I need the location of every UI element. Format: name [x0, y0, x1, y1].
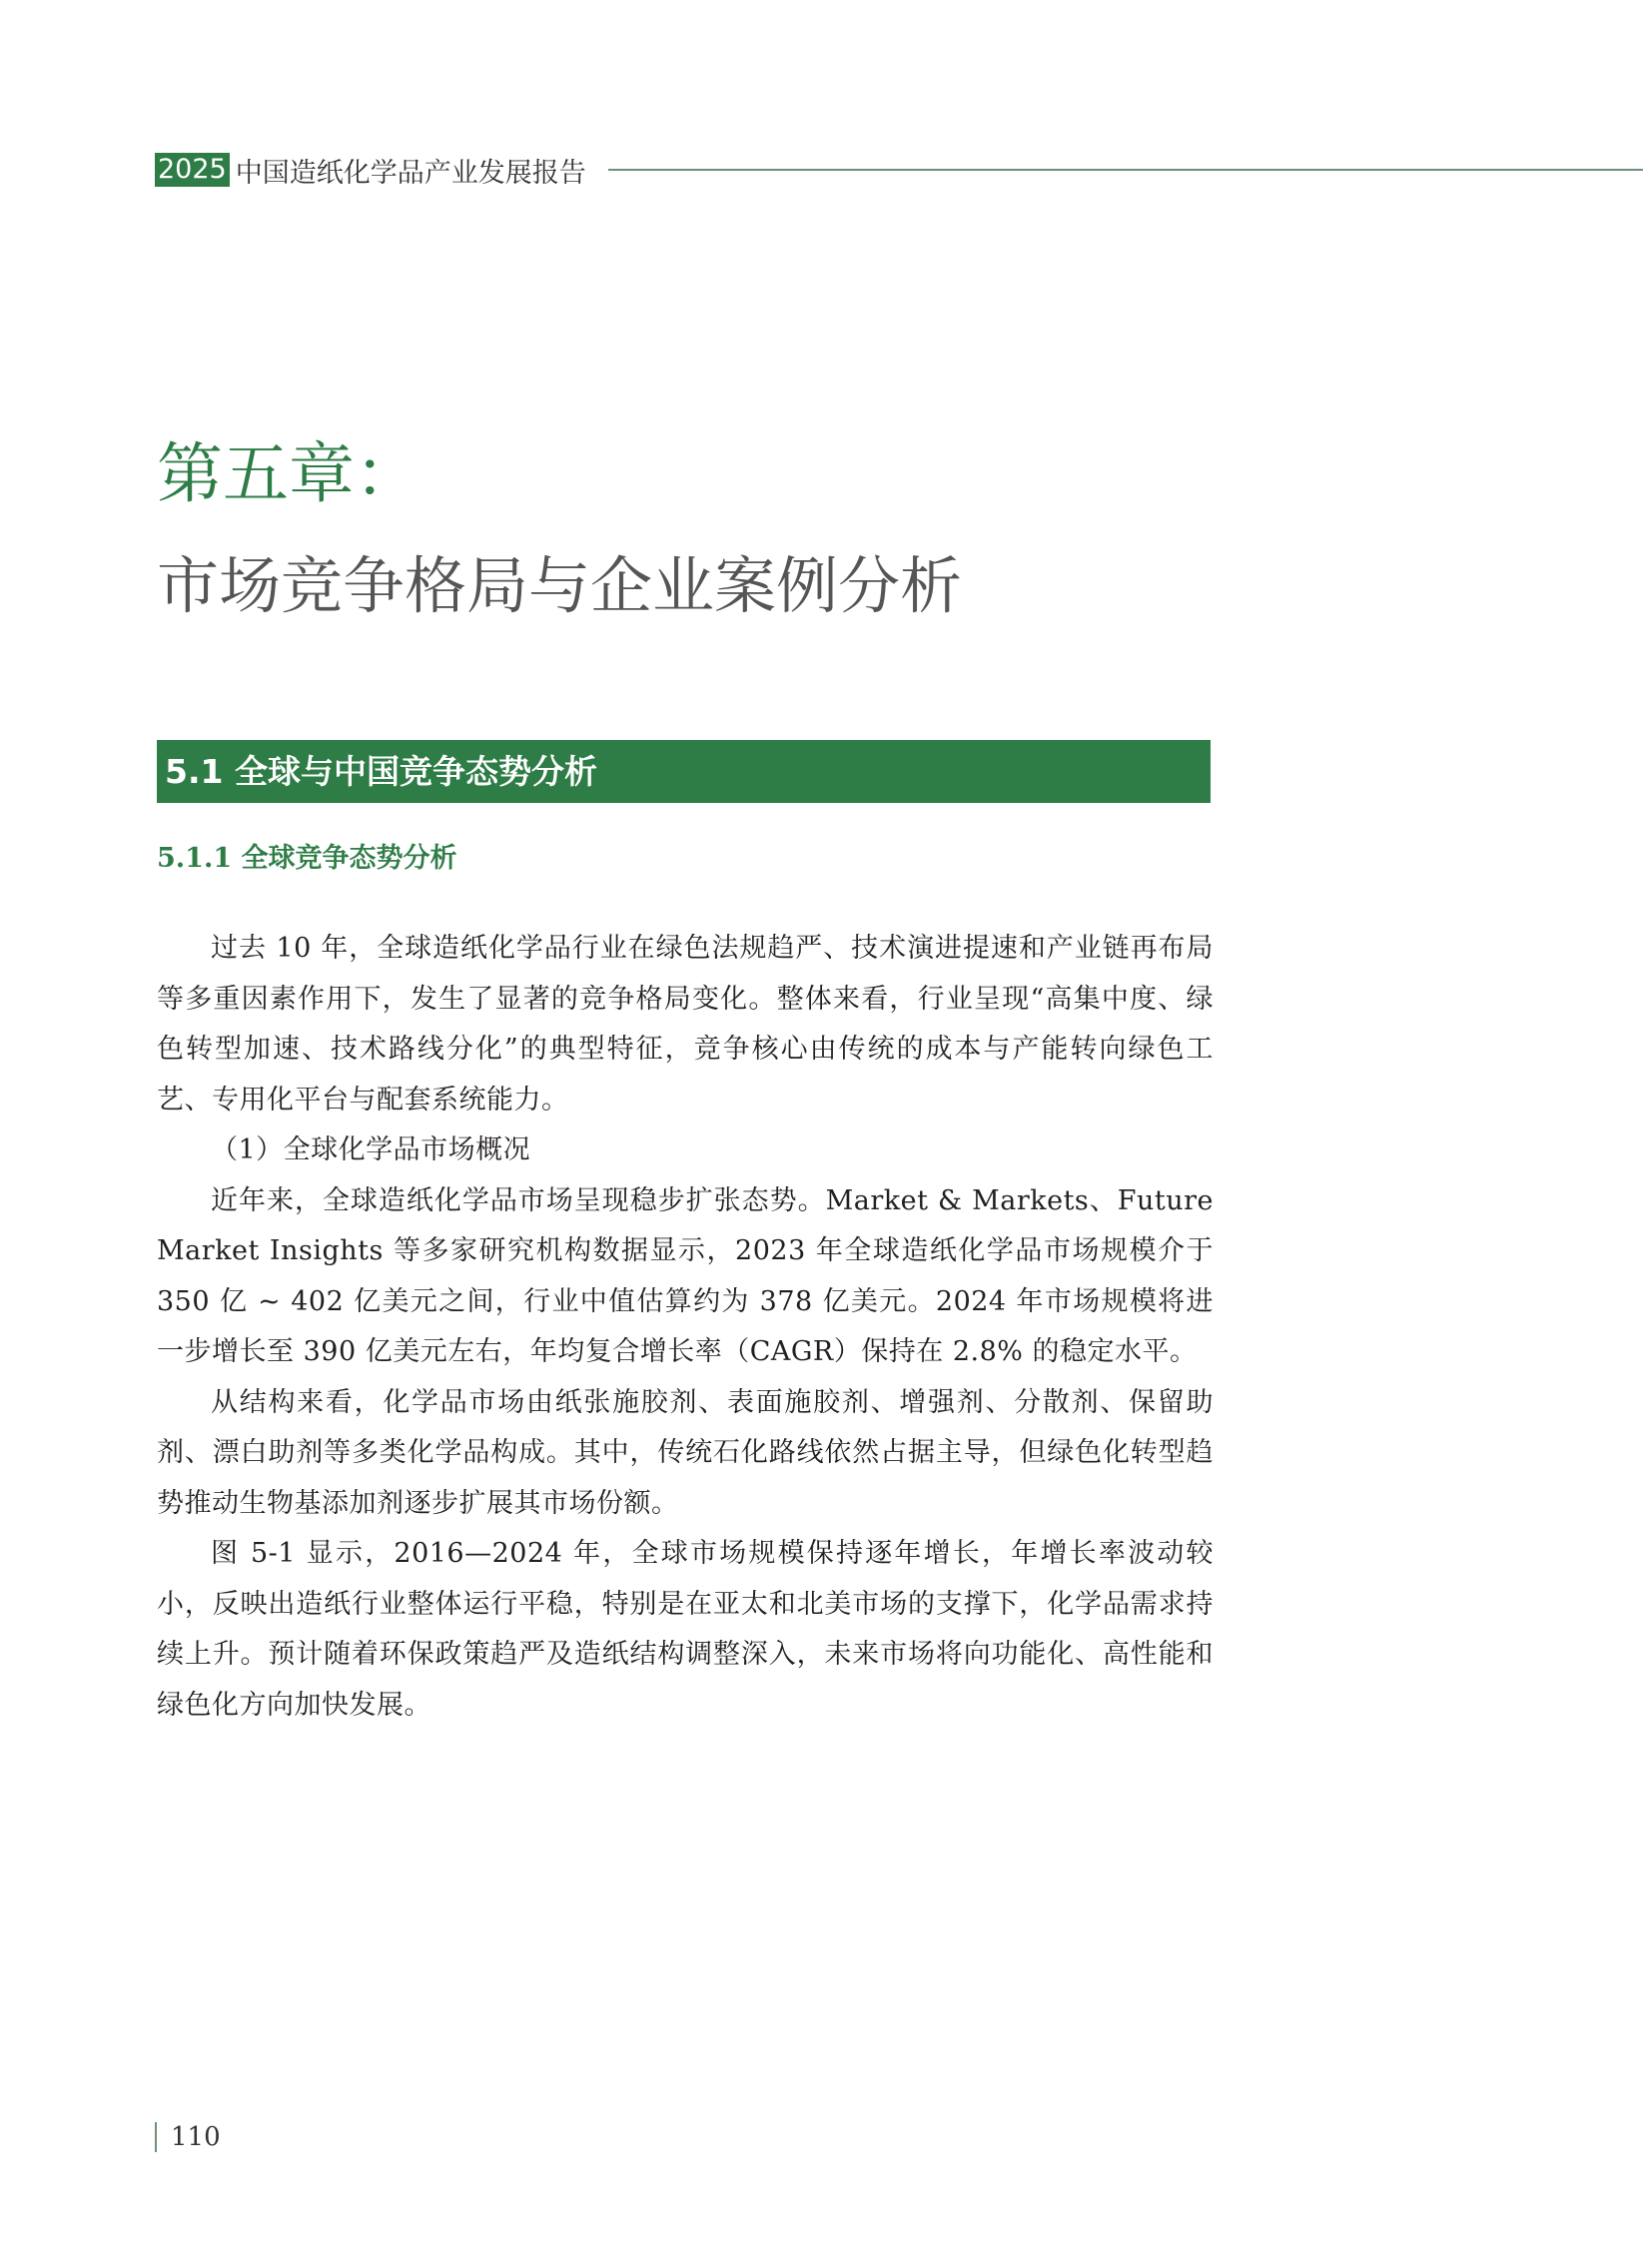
header-report-title: 中国造纸化学品产业发展报告: [235, 157, 586, 189]
subsection-heading: 5.1.1 全球竞争态势分析: [157, 843, 457, 874]
footer-divider: [155, 2122, 157, 2152]
paragraph: 过去 10 年，全球造纸化学品行业在绿色法规趋严、技术演进提速和产业链再布局等多重因素作用下，发生了显著的竞争格局变化。整体来看，行业呈现“高集中度、绿色转型加速、技术路线分化”的典型特征，竞争核心由传统的成本与产能转向绿色工艺、专用化平台与配套系统能力。: [157, 933, 1214, 1116]
chapter-title: 市场竞争格局与企业案例分析: [157, 549, 963, 622]
paragraph: 图 5-1 显示，2016—2024 年，全球市场规模保持逐年增长，年增长率波动较小，反映出造纸行业整体运行平稳，特别是在亚太和北美市场的支撑下，化学品需求持续上升。预计随着环保政策趋严及造纸结构调整深入，未来市场将向功能化、高性能和绿色化方向加快发展。: [157, 1538, 1214, 1721]
header-year-badge: 2025: [155, 153, 230, 187]
paragraph: 近年来，全球造纸化学品市场呈现稳步扩张态势。Market & Markets、Future Market Insights 等多家研究机构数据显示，2023 年全球造纸化学品市场规模介于 350 亿 ~ 402 亿美元之间，行业中值估算约为 378 亿美元。2024 年市场规模将进一步增长至 390 亿美元左右，年均复合增长率（CAGR）保持在 2.8% 的稳定水平。: [157, 1184, 1214, 1367]
section-heading-banner: 5.1 全球与中国竞争态势分析: [157, 740, 1211, 803]
list-item-heading: （1）全球化学品市场概况: [211, 1134, 531, 1165]
running-header: [155, 150, 1643, 190]
paragraph: 从结构来看，化学品市场由纸张施胶剂、表面施胶剂、增强剂、分散剂、保留助剂、漂白助剂等多类化学品构成。其中，传统石化路线依然占据主导，但绿色化转型趋势推动生物基添加剂逐步扩展其市场份额。: [157, 1386, 1214, 1519]
body-text: [157, 924, 1214, 1731]
chapter-number: 第五章：: [157, 435, 420, 512]
page-footer: [155, 2117, 221, 2157]
page-number: 110: [171, 2122, 221, 2152]
header-divider: [608, 169, 1643, 171]
